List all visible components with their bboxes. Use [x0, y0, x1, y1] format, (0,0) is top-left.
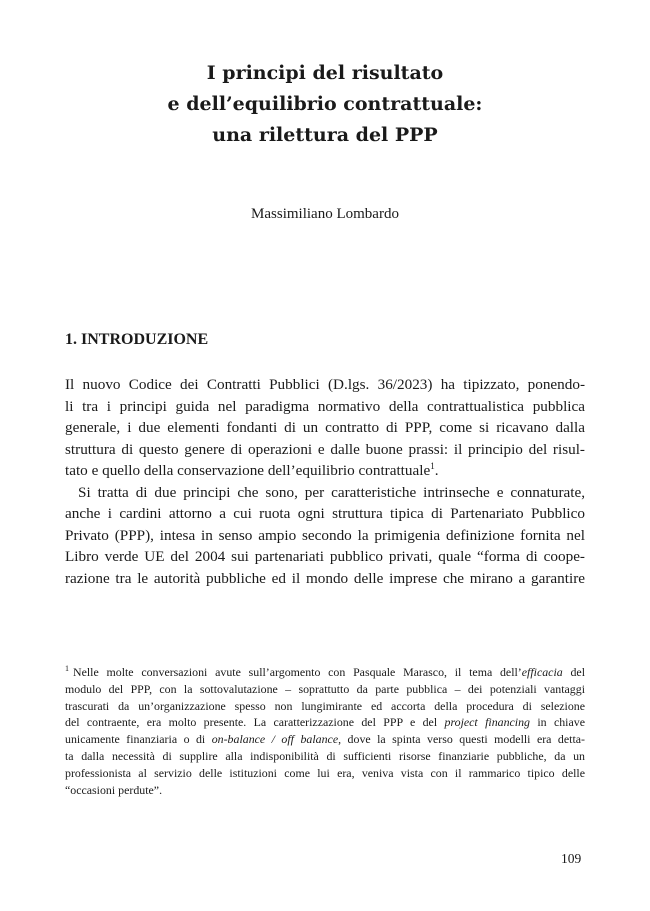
footnote-reference[interactable]: 1: [430, 460, 435, 471]
author-name: Massimiliano Lombardo: [251, 206, 399, 222]
footnote-emphasis: on-balance / off balance: [211, 732, 339, 747]
page-number: 109: [561, 851, 582, 866]
footnote-line: [65, 765, 585, 782]
paragraph-1-line: Il nuovo Codice dei Contratti Pubblici (D.lgs. 36/2023) ha tipizzato, ponendo-: [65, 376, 585, 393]
footnote-text: modulo del PPP, con la sottovalutazione – soprattutto da parte pubblica – dei potenziali vantaggi: [65, 681, 585, 696]
footnote-text: Nelle molte conversazioni avute sull’argomento con Pasquale Marasco, il tema dell’: [73, 665, 522, 679]
paragraph-2-line: Si tratta di due principi che sono, per caratteristiche intrinseche e connaturate,: [78, 483, 585, 501]
footnote-text: professionista al servizio delle istituzioni come lui era, veniva vista con il rammarico tipico delle: [65, 765, 585, 780]
paragraph-2-line: Privato (PPP), intesa in senso ampio secondo la primigenia definizione fornita nel: [65, 526, 585, 544]
footnote-emphasis: efficacia: [521, 665, 563, 679]
footnote-line: [65, 782, 585, 799]
paragraph-1-line: generale, i due elementi fondanti di un contratto di PPP, come si ricavano dalla: [65, 419, 585, 436]
footnote-text: ta dalla necessità di supplire alla indisponibilità di sufficienti risorse finanziarie pubbliche, da un: [65, 748, 585, 763]
footnote-line: [65, 748, 585, 765]
paragraph-1-end: .: [434, 462, 439, 479]
footnote-text: trascurati da un’organizzazione spesso non lungimirante ed accorta della procedura di selezione: [65, 698, 585, 713]
footnote-line: [65, 714, 585, 731]
paragraph-2-line: razione tra le autorità pubbliche ed il mondo delle imprese che mirano a garantire: [65, 569, 585, 587]
body-text: [65, 374, 585, 589]
paragraph-1-last-line: [65, 460, 585, 482]
footnote-text: “occasioni perdute”.: [65, 782, 163, 797]
section-heading: 1. INTRODUZIONE: [65, 331, 209, 348]
title-line-1: I principi del risultato: [206, 62, 444, 84]
paragraph-1-line: li tra i principi guida nel paradigma normativo della contrattualistica pubblica: [65, 397, 585, 415]
footnote-mark: 1: [65, 664, 69, 674]
paragraph-2-line: anche i cardini attorno a cui ruota ogni struttura tipica di Partenariato Pubblico: [65, 505, 585, 522]
footnote-text: del contraente, era molto presente. La caratterizzazione del PPP e del: [65, 715, 445, 730]
footnote-line: [65, 681, 585, 698]
paragraph-2-line: Libro verde UE del 2004 sui partenariati pubblico privati, quale “forma di coope-: [65, 548, 585, 565]
footnote: [65, 664, 585, 798]
footnote-line: [65, 698, 585, 715]
footnote-text: unicamente finanziaria o di: [65, 732, 212, 747]
footnote-emphasis: project financing: [444, 715, 531, 730]
paragraph-1-line-text: tato e quello della conservazione dell’equilibrio contrattuale: [65, 462, 431, 479]
title-line-3: una rilettura del PPP: [212, 124, 438, 146]
footnote-text: , dove la spinta verso questi modelli era detta-: [338, 732, 585, 747]
footnote-line: [65, 664, 585, 681]
footnote-text: in chiave: [530, 715, 585, 730]
title-line-2: e dell’equilibrio contrattuale:: [167, 93, 483, 115]
footnote-text: del: [562, 665, 585, 679]
footnote-line: [65, 731, 585, 748]
paragraph-1-line: struttura di questo genere di operazioni e dalle buone prassi: il principio del risul-: [65, 440, 585, 458]
